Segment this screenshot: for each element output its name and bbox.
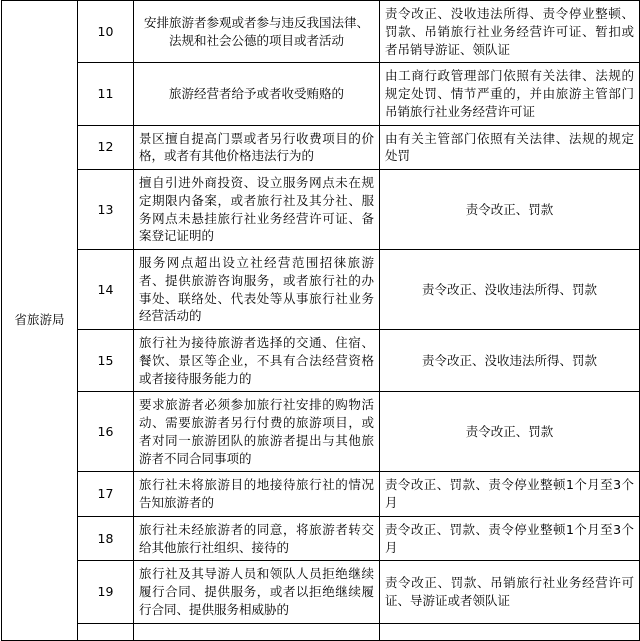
penalty-description: 责令改正、没收违法所得、罚款 [380, 330, 640, 392]
violation-description: 旅游经营者给予或者收受贿赂的 [134, 63, 380, 125]
table-row [2, 516, 640, 561]
penalty-description: 责令改正、罚款、责令停业整顿1个月至3个月 [380, 472, 640, 517]
row-number: 11 [78, 63, 134, 125]
row-number: 18 [78, 516, 134, 561]
table-row [2, 561, 640, 623]
violation-description: 要求旅游者必须参加旅行社安排的购物活动、需要旅游者另行付费的旅游项目，或者对同一旅游团队的旅游者提出与其他旅游者不同合同事项的 [134, 392, 380, 472]
penalty-description: 由工商行政管理部门依照有关法律、法规的规定处罚、情节严重的，并由旅游主管部门吊销旅行社业务经营许可证 [380, 63, 640, 125]
table-row [2, 392, 640, 472]
table-row [2, 63, 640, 125]
penalty-description-partial [380, 623, 640, 640]
row-number: 13 [78, 170, 134, 250]
table-row-partial [2, 623, 640, 640]
penalty-description: 责令改正、罚款 [380, 170, 640, 250]
violation-description: 旅行社及其导游人员和领队人员拒绝继续履行合同、提供服务，或者以拒绝继续履行合同、提供服务相威胁的 [134, 561, 380, 623]
violation-description: 旅行社未经旅游者的同意，将旅游者转交给其他旅行社组织、接待的 [134, 516, 380, 561]
penalty-description: 由有关主管部门依照有关法律、法规的规定处罚 [380, 125, 640, 170]
violation-description: 擅自引进外商投资、设立服务网点未在规定期限内备案，或者旅行社及其分社、服务网点未悬挂旅行社业务经营许可证、备案登记证明的 [134, 170, 380, 250]
table-row [2, 1, 640, 63]
penalty-description: 责令改正、没收违法所得、罚款 [380, 250, 640, 330]
penalty-table [1, 0, 640, 641]
department-cell: 省旅游局 [2, 1, 78, 641]
penalty-description: 责令改正、罚款 [380, 392, 640, 472]
row-number: 16 [78, 392, 134, 472]
violation-description: 景区擅自提高门票或者另行收费项目的价格，或者有其他价格违法行为的 [134, 125, 380, 170]
table-row [2, 250, 640, 330]
violation-description-partial [134, 623, 380, 640]
table-row [2, 472, 640, 517]
penalty-description: 责令改正、罚款、吊销旅行社业务经营许可证、导游证或者领队证 [380, 561, 640, 623]
violation-description: 安排旅游者参观或者参与违反我国法律、法规和社会公德的项目或者活动 [134, 1, 380, 63]
violation-description: 服务网点超出设立社经营范围招徕旅游者、提供旅游咨询服务，或者旅行社的办事处、联络处、代表处等从事旅行社业务经营活动的 [134, 250, 380, 330]
table-row [2, 170, 640, 250]
table-row [2, 330, 640, 392]
row-number: 19 [78, 561, 134, 623]
violation-description: 旅行社为接待旅游者选择的交通、住宿、餐饮、景区等企业，不具有合法经营资格或者接待服务能力的 [134, 330, 380, 392]
penalty-description: 责令改正、没收违法所得、责令停业整顿、罚款、吊销旅行社业务经营许可证、暂扣或者吊销导游证、领队证 [380, 1, 640, 63]
row-number: 12 [78, 125, 134, 170]
row-number: 14 [78, 250, 134, 330]
table-row [2, 125, 640, 170]
table-body [2, 1, 640, 641]
violation-description: 旅行社未将旅游目的地接待旅行社的情况告知旅游者的 [134, 472, 380, 517]
row-number-partial [78, 623, 134, 640]
row-number: 17 [78, 472, 134, 517]
row-number: 15 [78, 330, 134, 392]
row-number: 10 [78, 1, 134, 63]
penalty-description: 责令改正、罚款、责令停业整顿1个月至3个月 [380, 516, 640, 561]
